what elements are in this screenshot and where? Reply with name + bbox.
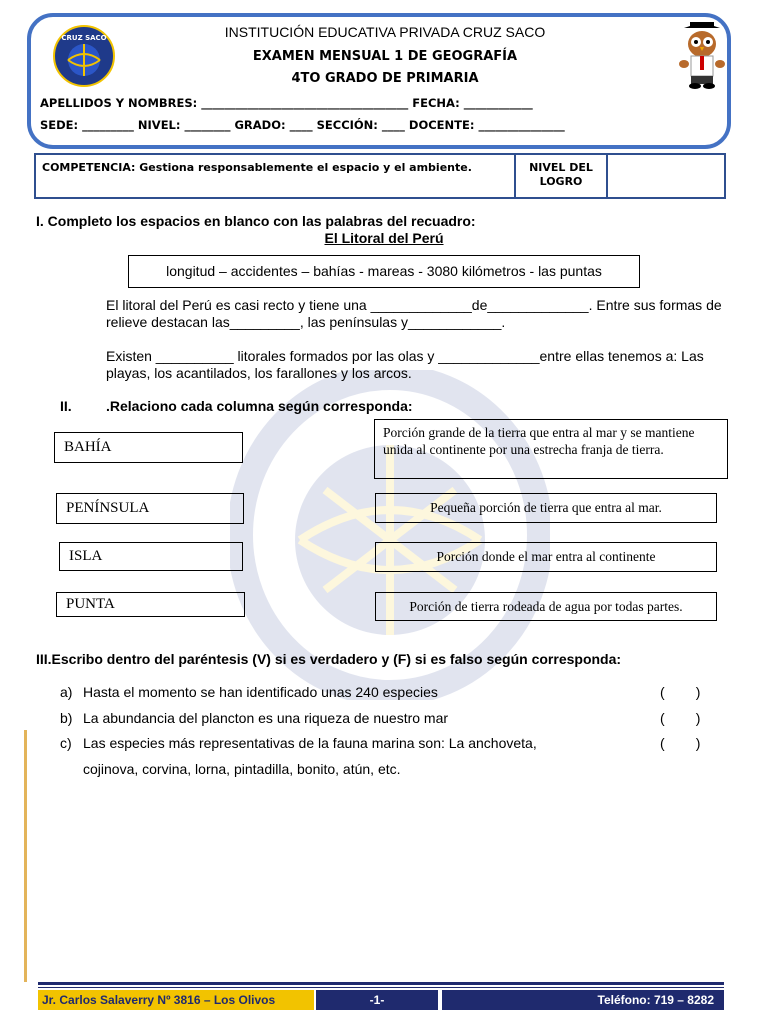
footer-page-number: -1-: [316, 990, 438, 1010]
competencia-text: COMPETENCIA: Gestiona responsablemente el espacio y el ambiente.: [42, 161, 472, 174]
tf-item-a-letter: a): [60, 684, 73, 700]
tf-item-c-answer[interactable]: ( ): [660, 735, 701, 751]
section3-title: III.Escribo dentro del paréntesis (V) si es verdadero y (F) si es falso según corresponda:: [36, 651, 622, 667]
footer-address: Jr. Carlos Salaverry Nº 3816 – Los Olivos: [38, 990, 314, 1010]
school-name: INSTITUCIÓN EDUCATIVA PRIVADA CRUZ SACO: [224, 24, 546, 40]
tf-item-a-answer[interactable]: ( ): [660, 684, 701, 700]
tf-item-a-text: Hasta el momento se han identificado unas 240 especies: [83, 684, 438, 700]
match-definition-1[interactable]: Porción grande de la tierra que entra al mar y se mantiene unida al continente por una estrecha franja de tierra.: [374, 419, 728, 479]
grade-title: 4TO GRADO DE PRIMARIA: [291, 71, 479, 86]
footer-phone: Teléfono: 719 – 8282: [442, 990, 724, 1010]
section1-paragraph2[interactable]: Existen __________ litorales formados por las olas y _____________entre ellas tenemos a: Las playas, los acantilados, los farallones y los arcos.: [106, 348, 704, 381]
nivel-logro-cell: [516, 155, 608, 197]
left-margin-rule: [24, 730, 27, 982]
nivel-logro-value-cell[interactable]: [608, 155, 724, 197]
tf-item-b-letter: b): [60, 710, 73, 726]
exam-title: EXAMEN MENSUAL 1 DE GEOGRAFÍA: [252, 49, 518, 64]
section1-paragraph1[interactable]: El litoral del Perú es casi recto y tiene una _____________de_____________. Entre sus formas de relieve destacan las_________, las penínsulas y____________.: [106, 297, 722, 330]
competencia-table: [34, 153, 726, 199]
footer-rule: [38, 982, 724, 985]
student-fields-line1[interactable]: APELLIDOS Y NOMBRES: ____________________________________ FECHA: ____________: [40, 96, 533, 110]
match-term-isla[interactable]: ISLA: [59, 542, 243, 571]
match-definition-3[interactable]: Porción donde el mar entra al continente: [375, 542, 717, 572]
nivel-logro-label: NIVEL DEL LOGRO: [529, 161, 593, 188]
student-fields-line2[interactable]: SEDE: _________ NIVEL: ________ GRADO: ____ SECCIÓN: ____ DOCENTE: _______________: [40, 118, 565, 132]
school-logo-icon: [52, 24, 116, 88]
match-definition-4[interactable]: Porción de tierra rodeada de agua por todas partes.: [375, 592, 717, 621]
section1-title: I. Completo los espacios en blanco con las palabras del recuadro:: [36, 213, 476, 229]
section1-subtitle: El Litoral del Perú: [324, 230, 444, 246]
competencia-cell: [36, 155, 516, 197]
tf-item-b-answer[interactable]: ( ): [660, 710, 701, 726]
match-term-bahia[interactable]: BAHÍA: [54, 432, 243, 463]
match-term-punta[interactable]: PUNTA: [56, 592, 245, 617]
match-definition-2[interactable]: Pequeña porción de tierra que entra al mar.: [375, 493, 717, 523]
owl-mascot-icon: [676, 20, 728, 90]
tf-item-c-text: Las especies más representativas de la fauna marina son: La anchoveta,: [83, 735, 537, 751]
match-term-peninsula[interactable]: PENÍNSULA: [56, 493, 244, 524]
footer-rule-thin: [38, 987, 724, 988]
word-bank-box: longitud – accidentes – bahías - mareas - 3080 kilómetros - las puntas: [128, 255, 640, 288]
tf-item-b-text: La abundancia del plancton es una riqueza de nuestro mar: [83, 710, 449, 726]
tf-item-c-continuation: cojinova, corvina, lorna, pintadilla, bonito, atún, etc.: [83, 761, 401, 777]
logo-lettering: CRUZ SACO: [61, 34, 107, 42]
tf-item-c-letter: c): [60, 735, 72, 751]
section2-title: .Relaciono cada columna según corresponda:: [106, 398, 413, 414]
section2-number: II.: [60, 398, 72, 414]
